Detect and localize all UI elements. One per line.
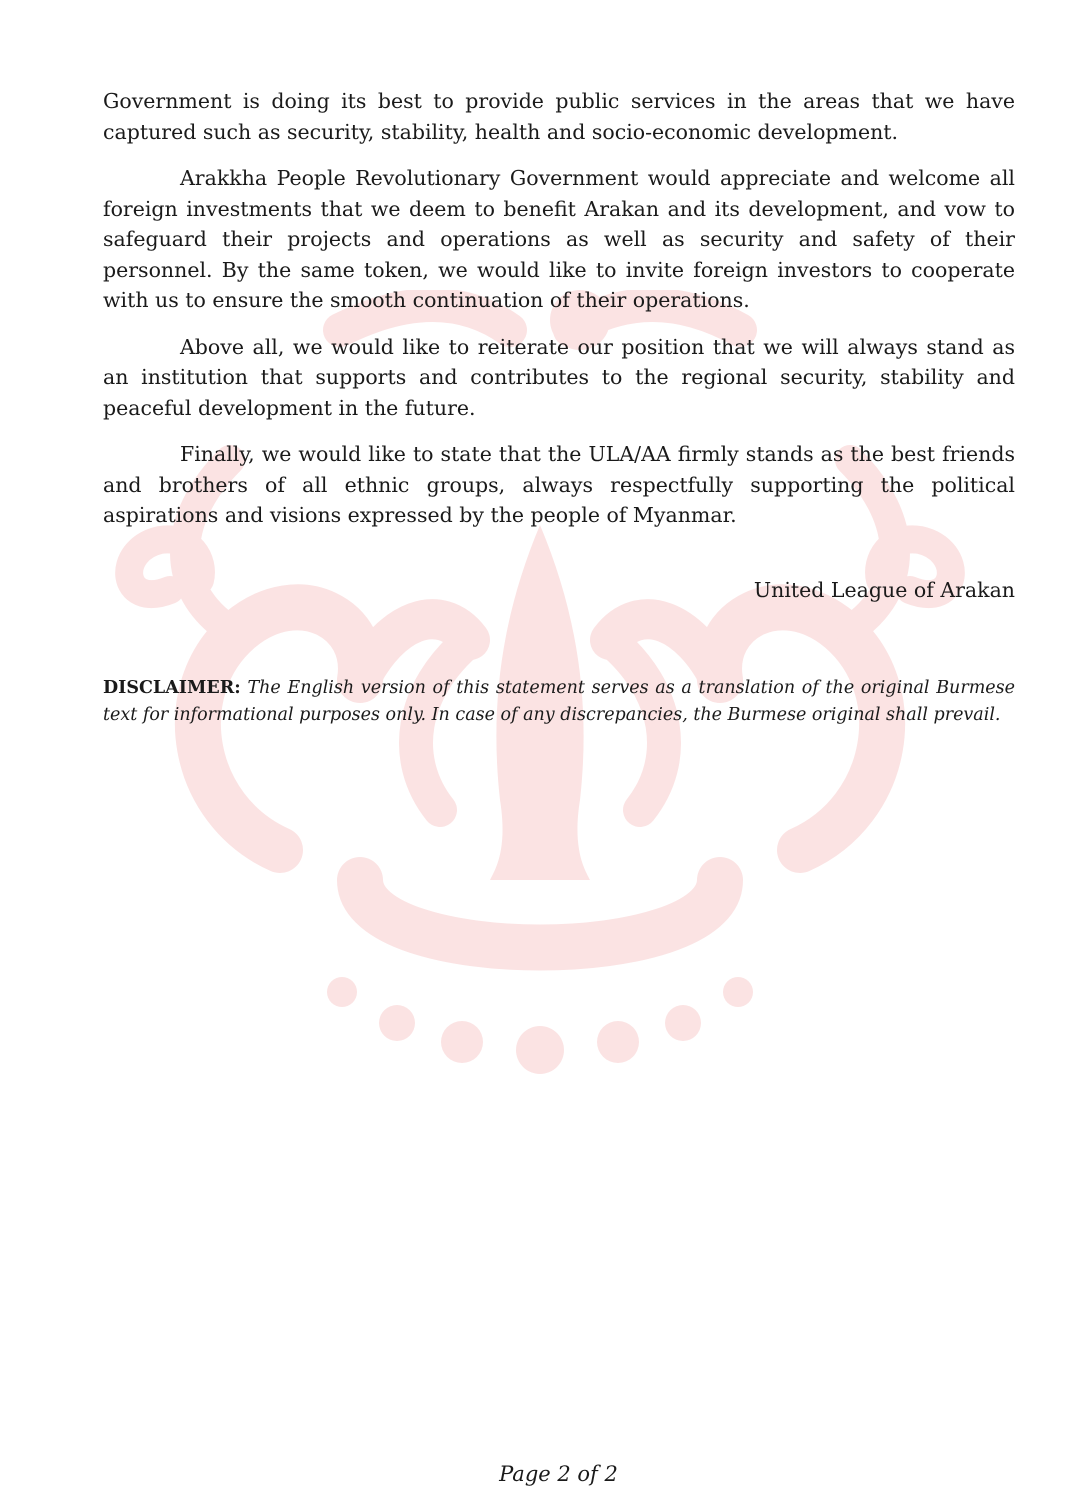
disclaimer-label: DISCLAIMER:	[103, 677, 241, 698]
paragraph-1: Government is doing its best to provide public services in the areas that we have captured such as security, stability, health and socio-economic development.	[103, 89, 1015, 144]
disclaimer	[103, 675, 1015, 729]
paragraph-2: Arakkha People Revolutionary Government would appreciate and welcome all foreign investments that we deem to benefit Arakan and its development, and vow to safeguard their projects and operations as well as security and safety of their personnel. By the same token, we would like to invite foreign investors to cooperate with us to ensure the smooth continuation of their operations.	[103, 166, 1015, 312]
signature: United League of Arakan	[753, 577, 1015, 602]
document-body	[103, 86, 1015, 729]
page-number: Page 2 of 2	[499, 1462, 618, 1486]
paragraph-3: Above all, we would like to reiterate our position that we will always stand as an institution that supports and contributes to the regional security, stability and peaceful development in the future.	[103, 334, 1015, 420]
disclaimer-text: The English version of this statement serves as a translation of the original Burmese text for informational purposes only. In case of any discrepancies, the Burmese original shall prevail.	[103, 677, 1015, 725]
paragraph-4: Finally, we would like to state that the ULA/AA firmly stands as the best friends and brothers of all ethnic groups, always respectfully supporting the political aspirations and visions expressed by the people of Myanmar.	[103, 442, 1015, 527]
